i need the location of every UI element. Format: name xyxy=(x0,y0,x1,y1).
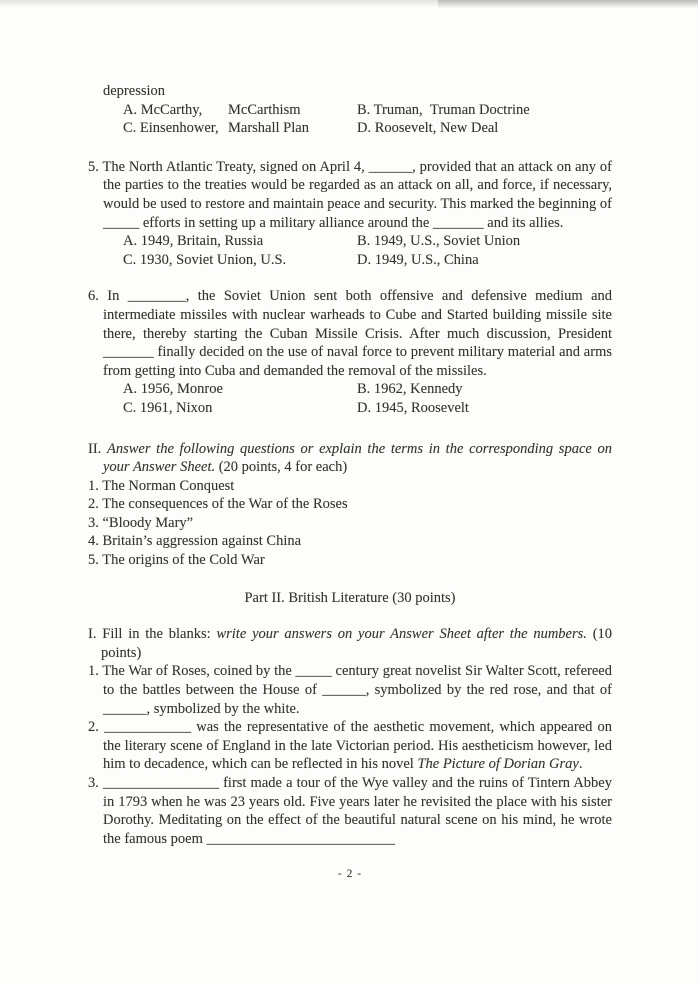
q4-option-d-label: D. Roosevelt, New Deal xyxy=(357,120,499,137)
scan-top-right-shadow xyxy=(438,0,698,9)
literature-section-1-label: Fill in the blanks: xyxy=(102,626,211,643)
q6-option-c: C. 1961, Nixon xyxy=(123,399,213,416)
history-section-2-item-4: 4. Britain’s aggression against China xyxy=(88,533,302,550)
literature-q2-number: 2. xyxy=(88,719,99,736)
part-2-heading: Part II. British Literature (30 points) xyxy=(244,589,456,606)
literature-q1-body: The War of Roses, coined by the _____ century great novelist Sir Walter Scott, refereed to the battles between the House of ______, symbolized by the red rose, and that of ______, symbolized by the white. xyxy=(102,663,612,717)
history-section-2-numeral: II. xyxy=(88,440,102,457)
literature-section-1-instruction xyxy=(88,625,612,662)
history-section-2-item-1: 1. The Norman Conquest xyxy=(88,477,235,494)
literature-q2-text xyxy=(88,718,612,774)
q4-option-b-value: Truman Doctrine xyxy=(430,101,530,118)
q5-option-b: B. 1949, U.S., Soviet Union xyxy=(357,233,521,250)
literature-q2-novel-title: The Picture of Dorian Gray xyxy=(417,756,579,773)
history-section-2-instruction-italic: Answer the following questions or explain the terms in the corresponding space on your Answer Sheet. xyxy=(103,440,612,476)
q6-option-d: D. 1945, Roosevelt xyxy=(357,399,469,416)
page-number: - 2 - xyxy=(337,868,363,881)
question-6-number: 6. xyxy=(88,288,99,305)
q5-option-a: A. 1949, Britain, Russia xyxy=(123,233,264,250)
literature-section-1-instruction-italic: write your answers on your Answer Sheet after the numbers. xyxy=(216,626,587,643)
history-section-2-instruction xyxy=(88,440,612,477)
history-section-2-item-2: 2. The consequences of the War of the Roses xyxy=(88,496,348,513)
q4-option-a-value: McCarthism xyxy=(228,101,301,118)
q4-options-row-1 xyxy=(88,101,612,120)
literature-q2-body: ____________ was the representative of the aesthetic movement, which appeared on the literary scene of England in the late Victorian period. His aestheticism however, led him to decadence, which can be reflected in his novel xyxy=(103,719,613,773)
literature-q2-body-end: . xyxy=(578,756,583,773)
q4-option-b-label: B. Truman, xyxy=(357,101,423,118)
q6-option-b: B. 1962, Kennedy xyxy=(357,381,463,398)
q5-option-d: D. 1949, U.S., China xyxy=(357,251,479,268)
question-6-body: In ________, the Soviet Union sent both offensive and defensive medium and intermediate missiles with nuclear warheads to Cube and Started building missile site there, thereby starting the Cuban Missile Crisis. After much discussion, President _______ finally decided on the use of naval force to prevent military material and arms from getting into Cuba and demanded the removal of the missiles. xyxy=(103,288,613,379)
history-section-2-item-5: 5. The origins of the Cold War xyxy=(88,552,265,569)
literature-q1-number: 1. xyxy=(88,663,99,680)
literature-section-1-points: (10 points) xyxy=(101,626,613,661)
question-5-number: 5. xyxy=(88,158,99,175)
literature-q3-body: ________________ first made a tour of the Wye valley and the ruins of Tintern Abbey in 1793 when he was 23 years old. Five years later he revisited the place with his sister Dorothy. Meditating on the effect of the beautiful natural scene on his mind, he wrote the famous poem __________________________ xyxy=(102,775,612,847)
q4-option-c-value: Marshall Plan xyxy=(228,120,309,137)
scan-top-shadow xyxy=(0,0,698,7)
q6-options-row-2 xyxy=(88,399,612,418)
q4-option-a-label: A. McCarthy, xyxy=(123,101,203,118)
literature-section-1-numeral: I. xyxy=(88,626,97,643)
history-section-2-points: (20 points, 4 for each) xyxy=(218,459,348,476)
q5-option-c: C. 1930, Soviet Union, U.S. xyxy=(123,251,287,268)
q4-options-row-2 xyxy=(88,119,612,138)
literature-q1-text xyxy=(88,662,612,718)
q4-continuation-text: depression xyxy=(103,83,166,99)
question-6-text xyxy=(88,287,612,380)
page-content xyxy=(88,82,612,884)
q4-option-c-label: C. Einsenhower, xyxy=(123,120,219,137)
question-5-text xyxy=(88,158,612,232)
literature-q3-number: 3. xyxy=(88,775,99,791)
q6-options-row-1 xyxy=(88,380,612,399)
q5-options-row-1 xyxy=(88,232,612,251)
q6-option-a: A. 1956, Monroe xyxy=(123,381,223,398)
literature-q3-text xyxy=(88,774,612,848)
question-5-body: The North Atlantic Treaty, signed on April 4, ______, provided that an attack on any of the parties to the treaties would be regarded as an attack on all, and force, if necessary, would be used to restore and maintain peace and security. This marked the beginning of _____ efforts in setting up a military alliance around the _______ and its allies. xyxy=(102,158,612,231)
history-section-2-item-3: 3. “Bloody Mary” xyxy=(88,514,194,531)
q5-options-row-2 xyxy=(88,251,612,270)
